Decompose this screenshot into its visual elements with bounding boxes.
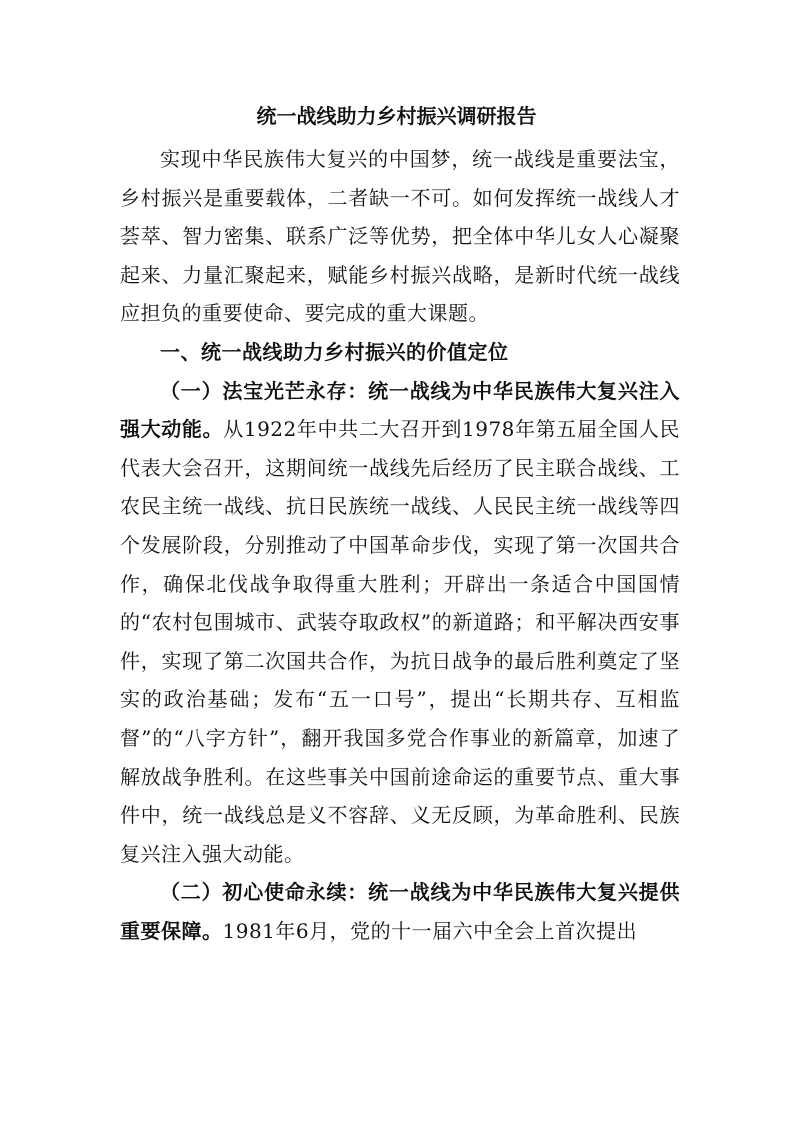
subsection-2-text: 1981年6月，党的十一届六中全会上首次提出	[222, 918, 638, 943]
document-title: 统一战线助力乡村振兴调研报告	[256, 104, 537, 128]
document-body	[120, 140, 680, 950]
subsection-1-paragraph	[120, 372, 680, 874]
subsection-2-heading: （二）初心使命永续：统一战线为中华民族伟大复兴提供重要保障。	[120, 880, 680, 943]
intro-paragraph: 实现中华民族伟大复兴的中国梦，统一战线是重要法宝，乡村振兴是重要载体，二者缺一不可。如何发挥统一战线人才荟萃、智力密集、联系广泛等优势，把全体中华儿女人心凝聚起来、力量汇聚起来，赋能乡村振兴战略，是新时代统一战线应担负的重要使命、要完成的重大课题。	[120, 147, 680, 326]
subsection-1-heading: （一）法宝光芒永存：统一战线为中华民族伟大复兴注入强大动能。	[120, 378, 680, 442]
subsection-1-text: 从1922年中共二大召开到1978年第五届全国人民代表大会召开，这期间统一战线先后经历了民主联合战线、工农民主统一战线、抗日民族统一战线、人民民主统一战线等四个发展阶段，分别推动了中国革命步伐，实现了第一次国共合作，确保北伐战争取得重大胜利；开辟出一条适合中国国情的“农村包围城市、武装夺取政权”的新道路；和平解决西安事件，实现了第二次国共合作，为抗日战争的最后胜利奠定了坚实的政治基础；发布“五一口号”，提出“长期共存、互相监督”的“八字方针”，翻开我国多党合作事业的新篇章，加速了解放战争胜利。在这些事关中国前途命运的重要节点、重大事件中，统一战线总是义不容辞、义无反顾，为革命胜利、民族复兴注入强大动能。	[120, 417, 681, 866]
subsection-2-paragraph	[120, 873, 680, 950]
section-heading-1: 一、统一战线助力乡村振兴的价值定位	[160, 339, 509, 364]
